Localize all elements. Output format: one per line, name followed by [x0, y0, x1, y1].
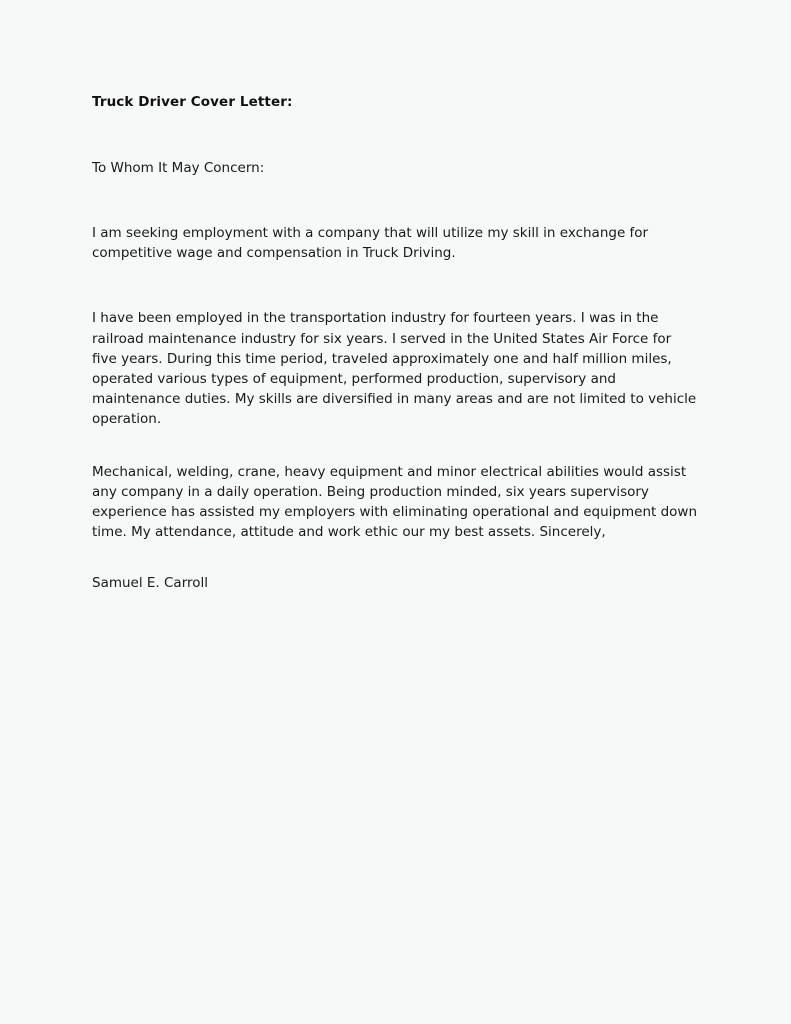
letter-paragraph-2: I have been employed in the transportation industry for fourteen years. I was in the railroad maintenance industry for six years. I served in the United States Air Force for five years. During this time period, traveled approximately one and half million miles, operated various types of equipment, performed production, supervisory and maintenance duties. My skills are diversified in many areas and are not limited to vehicle operation.: [92, 310, 697, 428]
letter-salutation: To Whom It May Concern:: [92, 160, 265, 176]
document-body: [92, 92, 700, 593]
signature-name: Samuel E. Carroll: [92, 575, 209, 592]
letter-paragraph-3: Mechanical, welding, crane, heavy equipment and minor electrical abilities would assist any company in a daily operation. Being production minded, six years supervisory experience has assisted my employers with eliminating operational and equipment down time. My attendance, attitude and work ethic our my best assets. Sincerely,: [92, 463, 698, 541]
letter-paragraph-1: I am seeking employment with a company that will utilize my skill in exchange for competitive wage and compensation in Truck Driving.: [92, 225, 649, 262]
page-title: Truck Driver Cover Letter:: [92, 94, 293, 110]
